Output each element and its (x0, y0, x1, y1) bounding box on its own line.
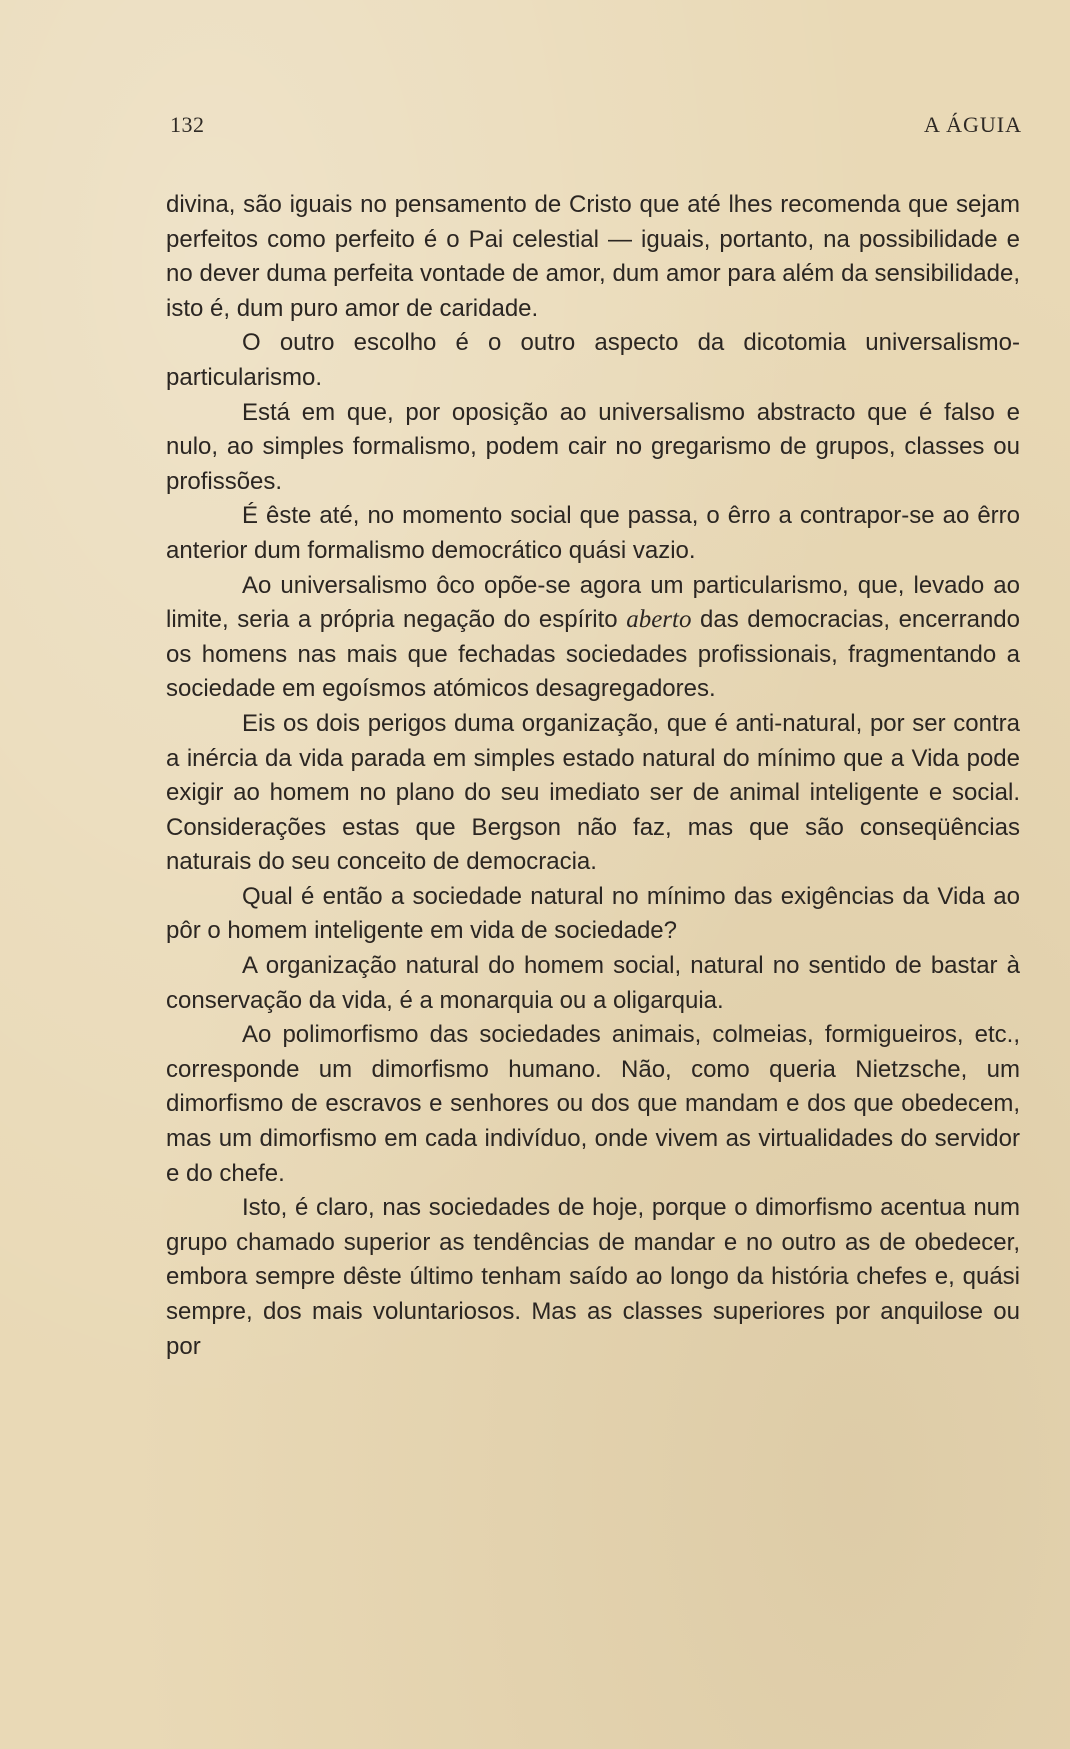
page-number: 132 (170, 112, 205, 137)
paragraph-7: Qual é então a sociedade natural no mínimo das exigências da Vida ao pôr o homem inteligente em vida de sociedade? (166, 882, 1020, 945)
italic-word-aberto: aberto (626, 606, 692, 634)
paragraph-4: É êste até, no momento social que passa, o êrro a contrapor-se ao êrro anterior dum formalismo democrático quási vazio. (166, 502, 1020, 564)
page-header (170, 112, 1022, 142)
paragraph-10: Isto, é claro, nas sociedades de hoje, porque o dimorfismo acentua num grupo chamado superior as tendências de mandar e no outro as de obedecer, embora sempre dêste último tenham saído ao longo da história chefes e, quási sempre, dos mais voluntariosos. Mas as classes superiores por anquilose ou por (166, 1194, 1020, 1360)
paragraph-8: A organização natural do homem social, natural no sentido de bastar à conservação da vida, é a monarquia ou a oligarquia. (166, 952, 1020, 1014)
paragraph-6: Eis os dois perigos duma organização, que é anti-natural, por ser contra a inércia da vida parada em simples estado natural do mínimo que a Vida pode exigir ao homem no plano do seu imediato ser de animal inteligente e social. Considerações estas que Bergson não faz, mas que são conseqüências naturais do seu conceito de democracia. (166, 709, 1020, 876)
paragraph-3: Está em que, por oposição ao universalismo abstracto que é falso e nulo, ao simples formalismo, podem cair no gregarismo de grupos, classes ou profissões. (166, 398, 1020, 495)
body-text (166, 188, 1020, 1364)
running-title: A ÁGUIA (923, 112, 1022, 137)
paragraph-5-text-before: Ao universalismo ôco opõe-se agora um particularismo, que, levado ao limite, seria a própria negação do espírito (166, 571, 1020, 634)
paragraph-2: O outro escolho é o outro aspecto da dicotomia universalismo-particularismo. (166, 329, 1020, 391)
paragraph-5-text-after: das democracias, encerrando os homens nas mais que fechadas sociedades profissionais, fragmentando a sociedade em egoísmos atómicos desagregadores. (166, 606, 1020, 703)
paragraph-5 (166, 569, 1020, 707)
paragraph-9: Ao polimorfismo das sociedades animais, colmeias, formigueiros, etc., corresponde um dimorfismo humano. Não, como queria Nietzsche, um dimorfismo de escravos e senhores ou dos que mandam e dos que obedecem, mas um dimorfismo em cada indivíduo, onde vivem as virtualidades do servidor e do chefe. (166, 1021, 1020, 1187)
paragraph-1: divina, são iguais no pensamento de Cristo que até lhes recomenda que sejam perfeitos como perfeito é o Pai celestial — iguais, portanto, na possibilidade e no dever duma perfeita vontade de amor, dum amor para além da sensibilidade, isto é, dum puro amor de caridade. (166, 191, 1020, 322)
